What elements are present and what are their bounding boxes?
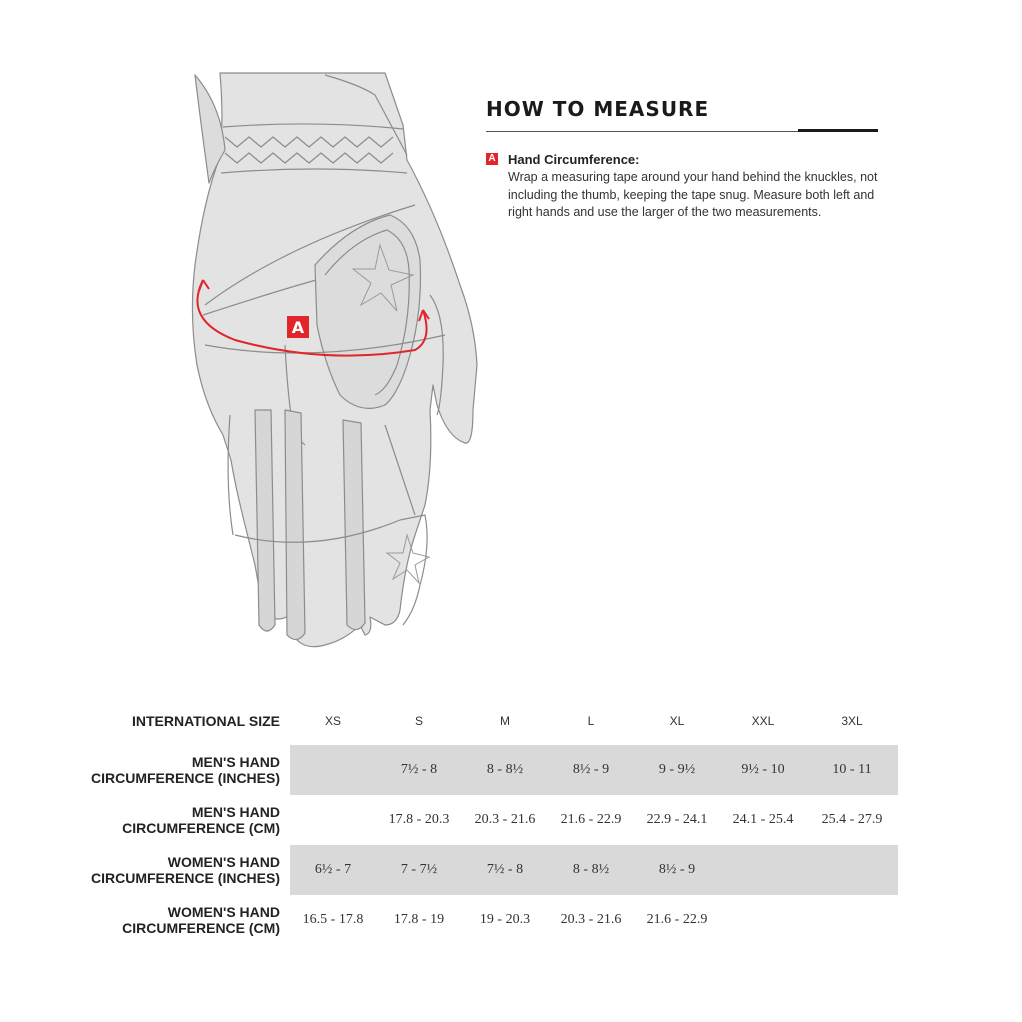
row-label: MEN'S HAND CIRCUMFERENCE (INCHES) — [91, 754, 280, 786]
table-cell — [720, 845, 806, 895]
marker-badge: A — [486, 153, 498, 165]
row-label: WOMEN'S HAND CIRCUMFERENCE (INCHES) — [91, 854, 280, 886]
measure-point-a-label: A — [291, 318, 305, 337]
instruction-text: Wrap a measuring tape around your hand behind the knuckles, not including the thumb, keeping the tape snug. Measure both left and right hands and use the larger of the two measurements. — [508, 170, 878, 219]
table-cell — [720, 895, 806, 945]
table-cell: 8 - 8½ — [462, 745, 548, 795]
table-cell: 19 - 20.3 — [479, 912, 531, 927]
section-title: HOW TO MEASURE — [486, 97, 710, 121]
how-to-measure-section — [486, 96, 878, 222]
size-column-header: L — [587, 714, 595, 728]
table-cell: 9½ - 10 — [720, 745, 806, 795]
table-cell — [806, 895, 898, 945]
size-column-header: S — [414, 714, 423, 728]
glove-outline — [192, 73, 477, 647]
table-cell: 6½ - 7 — [290, 845, 376, 895]
table-row — [90, 895, 898, 945]
instruction-heading: Hand Circumference: — [508, 152, 640, 167]
table-cell — [290, 795, 376, 845]
table-cell: 7½ - 8 — [376, 745, 462, 795]
size-column-header: M — [500, 714, 510, 728]
size-chart-table — [90, 697, 898, 945]
table-row — [90, 845, 898, 895]
size-column-header: XXL — [751, 714, 775, 728]
table-cell: 8½ - 9 — [634, 845, 720, 895]
table-cell: 7 - 7½ — [376, 845, 462, 895]
size-column-header: XL — [669, 714, 685, 728]
size-column-header: XS — [324, 714, 341, 728]
table-cell — [806, 845, 898, 895]
row-label: INTERNATIONAL SIZE — [131, 713, 280, 729]
table-cell: 8 - 8½ — [548, 845, 634, 895]
table-cell: 17.8 - 19 — [393, 912, 445, 927]
table-cell: 17.8 - 20.3 — [388, 812, 450, 827]
glove-illustration — [175, 65, 495, 675]
table-cell: 20.3 - 21.6 — [560, 912, 622, 927]
table-cell: 22.9 - 24.1 — [646, 812, 708, 827]
hand-circumference-instruction — [486, 151, 878, 222]
table-cell: 20.3 - 21.6 — [474, 812, 536, 827]
title-rule — [486, 129, 878, 133]
size-column-header: 3XL — [841, 714, 863, 728]
table-cell: 24.1 - 25.4 — [732, 812, 794, 827]
table-cell: 21.6 - 22.9 — [646, 912, 708, 927]
measure-point-a — [287, 316, 309, 338]
table-cell: 9 - 9½ — [634, 745, 720, 795]
table-cell — [290, 745, 376, 795]
row-label: WOMEN'S HAND CIRCUMFERENCE (CM) — [122, 904, 280, 936]
size-header-row — [90, 697, 898, 745]
row-label: MEN'S HAND CIRCUMFERENCE (CM) — [122, 804, 280, 836]
table-row — [90, 795, 898, 845]
table-row — [90, 745, 898, 795]
table-cell: 25.4 - 27.9 — [821, 812, 883, 827]
table-cell: 21.6 - 22.9 — [560, 812, 622, 827]
table-cell: 8½ - 9 — [548, 745, 634, 795]
table-cell: 16.5 - 17.8 — [302, 912, 364, 927]
table-cell: 10 - 11 — [806, 745, 898, 795]
table-cell: 7½ - 8 — [462, 845, 548, 895]
